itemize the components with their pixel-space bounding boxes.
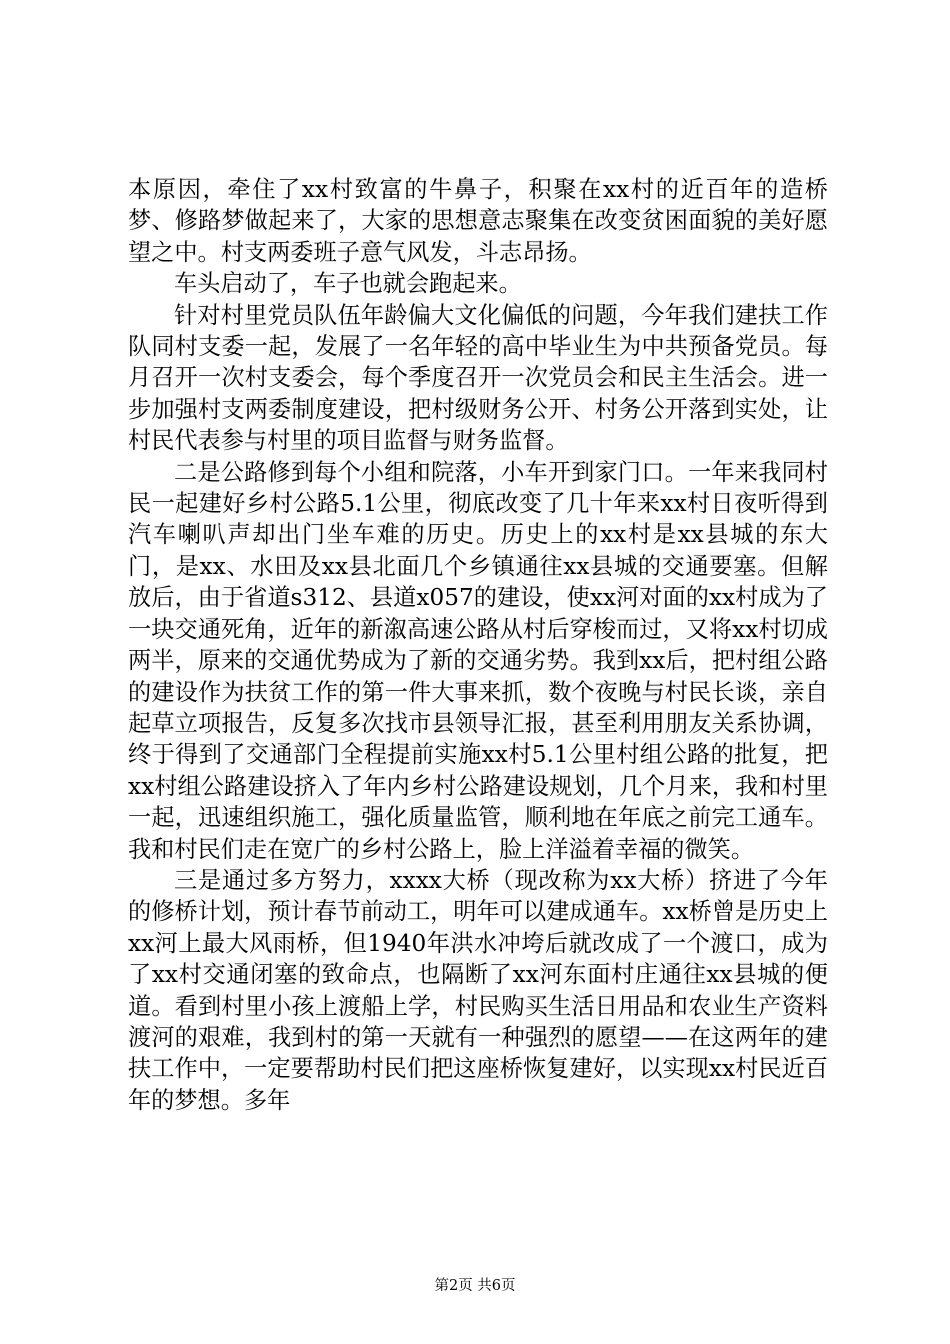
paragraph-4: 二是公路修到每个小组和院落，小车开到家门口。一年来我同村民一起建好乡村公路5.1公里，彻底改变了几十年来xx村日夜听得到汽车喇叭声却出门坐车难的历史。历史上的xx村是xx县城的东大门，是xx、水田及xx县北面几个乡镇通往xx县城的交通要塞。但解放后，由于省道s312、县道x057的建设，使xx河对面的xx村成为了一块交通死角，近年的新溆高速公路从村后穿梭而过，又将xx村切成两半，原来的交通优势成为了新的交通劣势。我到xx后，把村组公路的建设作为扶贫工作的第一件大事来抓，数个夜晚与村民长谈，亲自起草立项报告，反复多次找市县领导汇报，甚至利用朋友关系协调，终于得到了交通部门全程提前实施xx村5.1公里村组公路的批复，把xx村组公路建设挤入了年内乡村公路建设规划，几个月来，我和村里一起，迅速组织施工，强化质量监管，顺利地在年底之前完工通车。我和村民们走在宽广的乡村公路上，脸上洋溢着幸福的微笑。 [128, 458, 828, 863]
paragraph-5: 三是通过多方努力，xxxx大桥（现改称为xx大桥）挤进了今年的修桥计划，预计春节前动工，明年可以建成通车。xx桥曾是历史上xx河上最大风雨桥，但1940年洪水冲垮后就改成了一个渡口，成为了xx村交通闭塞的致命点，也隔断了xx河东面村庄通往xx县城的便道。看到村里小孩上渡船上学，村民购买生活日用品和农业生产资料渡河的艰难，我到村的第一天就有一种强烈的愿望——在这两年的建扶工作中，一定要帮助村民们把这座桥恢复建好，以实现xx村民近百年的梦想。多年 [128, 866, 828, 1114]
document-body [128, 174, 828, 1116]
paragraph-2: 车头启动了，车子也就会跑起来。 [174, 270, 522, 298]
paragraph-3: 针对村里党员队伍年龄偏大文化偏低的问题，今年我们建扶工作队同村支委一起，发展了一名年轻的高中毕业生为中共预备党员。每月召开一次村支委会，每个季度召开一次党员会和民主生活会。进一步加强村支两委制度建设，把村级财务公开、村务公开落到实处，让村民代表参与村里的项目监督与财务监督。 [128, 301, 828, 455]
paragraph-1: 本原因，牵住了xx村致富的牛鼻子，积聚在xx村的近百年的造桥梦、修路梦做起来了，大家的思想意志聚集在改变贫困面貌的美好愿望之中。村支两委班子意气风发，斗志昂扬。 [128, 176, 828, 266]
page-footer [0, 1277, 950, 1295]
page-number-label: 第2页 共6页 [434, 1278, 516, 1294]
